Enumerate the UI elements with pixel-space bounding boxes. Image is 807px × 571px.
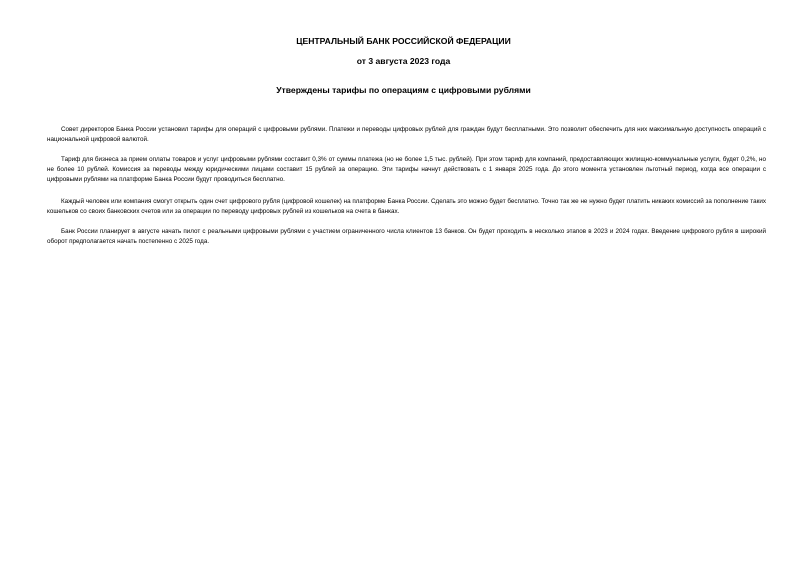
paragraph-4: Банк России планирует в августе начать пилот с реальными цифровыми рублями с участием ограниченного числа клиентов 13 банков. Он будет проходить в несколько этапов в 2023 и 2024 годах. Введение цифрового рубля в широкий оборот предполагается начать постепенно с 2025 года.: [47, 228, 766, 246]
paragraph-3: Каждый человек или компания смогут открыть один счет цифрового рубля (цифровой кошелек) на платформе Банка России. Сделать это можно будет бесплатно. Точно так же не нужно будет платить никаких комиссий за пополнение таких кошельков со своих банковских счетов или за операции по переводу цифровых рублей из кошельков на счета в банках.: [47, 198, 766, 216]
paragraph-1: Совет директоров Банка России установил тарифы для операций с цифровыми рублями. Платежи и переводы цифровых рублей для граждан будут бесплатными. Это позволит обеспечить для них максимальную доступность операций с национальной цифровой валютой.: [47, 126, 766, 144]
paragraph-2: Тариф для бизнеса за прием оплаты товаров и услуг цифровыми рублями составит 0,3% от суммы платежа (но не более 1,5 тыс. рублей). При этом тариф для компаний, предоставляющих жилищно-коммунальные услуги, будет 0,2%, но не более 10 рублей. Комиссия за переводы между юридическими лицами составит 15 рублей за операцию. Эти тарифы начнут действовать с 1 января 2025 года. До этого момента установлен льготный период, когда все операции с цифровыми рублями на платформе Банка России будут проводиться бесплатно.: [47, 156, 766, 184]
organization-title: ЦЕНТРАЛЬНЫЙ БАНК РОССИЙСКОЙ ФЕДЕРАЦИИ: [296, 36, 511, 46]
document-heading: Утверждены тарифы по операциям с цифровыми рублями: [276, 85, 531, 95]
document-date: от 3 августа 2023 года: [356, 56, 451, 66]
